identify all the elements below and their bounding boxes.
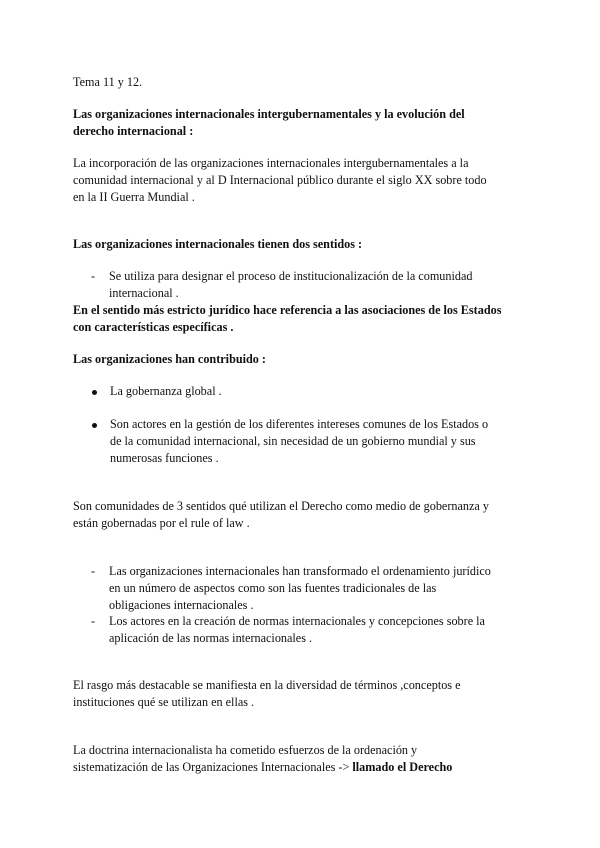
strict-sense-line-1: En el sentido más estricto jurídico hace referencia a las asociaciones de los Estados [73, 303, 502, 317]
bullet-dot [92, 423, 97, 428]
intro-line-3: en la II Guerra Mundial . [73, 190, 195, 204]
strict-sense-line-2: con características específicas . [73, 320, 234, 334]
dash-item-1-line-3: obligaciones internacionales . [109, 598, 254, 612]
dash-item-2-line-2: aplicación de las normas internacionales . [109, 631, 313, 645]
dash-item-1-line-1: Las organizaciones internacionales han transformado el ordenamiento jurídico [109, 564, 491, 578]
contrib-heading: Las organizaciones han contribuido : [73, 352, 266, 366]
feature-line-2: instituciones qué se utilizan en ellas . [73, 695, 255, 709]
doctrine-line-1: La doctrina internacionalista ha cometido esfuerzos de la ordenación y [73, 743, 418, 757]
dash-marker: - [91, 614, 96, 628]
contrib-item-2-line-1: Son actores en la gestión de los diferentes intereses comunes de los Estados o [110, 417, 489, 431]
contrib-item-1-line-1: La gobernanza global . [110, 384, 222, 398]
feature-line-1: El rasgo más destacable se manifiesta en la diversidad de términos ,conceptos e [73, 678, 461, 692]
bullet-dot [92, 390, 97, 395]
doc-header: Tema 11 y 12. [73, 75, 143, 89]
title-line-2: derecho internacional : [73, 124, 194, 138]
contrib-item-2-line-3: numerosas funciones . [110, 451, 219, 465]
intro-line-2: comunidad internacional y al D Internacional público durante el siglo XX sobre todo [73, 173, 487, 187]
dash-item-1-line-2: en un número de aspectos como son las fuentes tradicionales de las [109, 581, 437, 595]
title-line-1: Las organizaciones internacionales intergubernamentales y la evolución del [73, 107, 465, 121]
doctrine-line-2-bold: llamado el Derecho [352, 760, 453, 774]
dash-marker: - [91, 269, 96, 283]
senses-item-line-1: Se utiliza para designar el proceso de institucionalización de la comunidad [109, 269, 473, 283]
dash-marker: - [91, 564, 96, 578]
senses-heading: Las organizaciones internacionales tienen dos sentidos : [73, 237, 363, 251]
dash-item-2-line-1: Los actores en la creación de normas internacionales y concepciones sobre la [109, 614, 485, 628]
contrib-item-2-line-2: de la comunidad internacional, sin necesidad de un gobierno mundial y sus [110, 434, 476, 448]
doctrine-line-2 [73, 759, 452, 776]
communities-line-2: están gobernadas por el rule of law . [73, 516, 250, 530]
senses-item-line-2: internacional . [109, 286, 179, 300]
communities-line-1: Son comunidades de 3 sentidos qué utilizan el Derecho como medio de gobernanza y [73, 499, 489, 513]
intro-line-1: La incorporación de las organizaciones internacionales intergubernamentales a la [73, 156, 469, 170]
doctrine-line-2-plain: sistematización de las Organizaciones Internacionales -> [73, 760, 353, 774]
